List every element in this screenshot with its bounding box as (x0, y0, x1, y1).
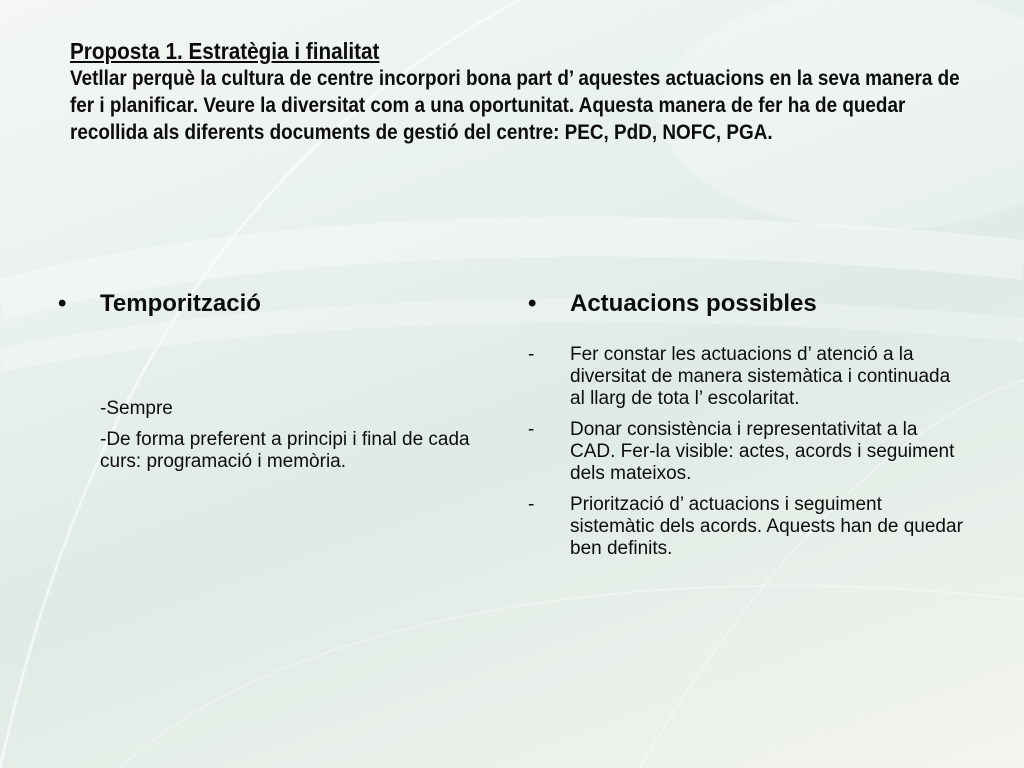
heading-actuacions: Actuacions possibles (570, 290, 817, 317)
right-column (528, 288, 968, 569)
slide-header (70, 38, 990, 146)
left-column (58, 288, 478, 482)
list-item (528, 419, 968, 485)
slide-title: Proposta 1. Estratègia i finalitat (70, 38, 380, 64)
list-item (528, 494, 968, 560)
left-list (58, 398, 478, 473)
list-item-text: Donar consistència i representativitat a la CAD. Fer-la visible: actes, acords i seguiment dels mateixos. (570, 419, 955, 484)
dash-icon: - (528, 494, 535, 515)
dash-icon: - (528, 344, 535, 365)
list-item: -De forma preferent a principi i final de cada curs: programació i memòria. (100, 429, 470, 472)
bullet-icon: • (58, 290, 67, 317)
list-item-text: Fer constar les actuacions d’ atenció a la diversitat de manera sistemàtica i continuada al llarg de tota l’ escolaritat. (570, 344, 951, 409)
left-heading (58, 288, 478, 320)
slide-subtitle: Vetllar perquè la cultura de centre incorpori bona part d’ aquestes actuacions en la seva manera de fer i planificar. Veure la diversitat com a una oportunitat. Aquesta manera de fer ha de quedar recollida als diferents documents de gestió del centre: PEC, PdD, NOFC, PGA. (70, 67, 960, 144)
bullet-icon: • (528, 290, 537, 317)
list-item (528, 344, 968, 410)
heading-temporitzacio: Temporització (100, 290, 261, 317)
list-item: -Sempre (100, 398, 173, 419)
right-heading (528, 288, 968, 320)
dash-icon: - (528, 419, 535, 440)
right-list (528, 344, 968, 560)
list-item-text: Priorització d’ actuacions i seguiment sistemàtic dels acords. Aquests han de quedar ben definits. (570, 494, 963, 559)
